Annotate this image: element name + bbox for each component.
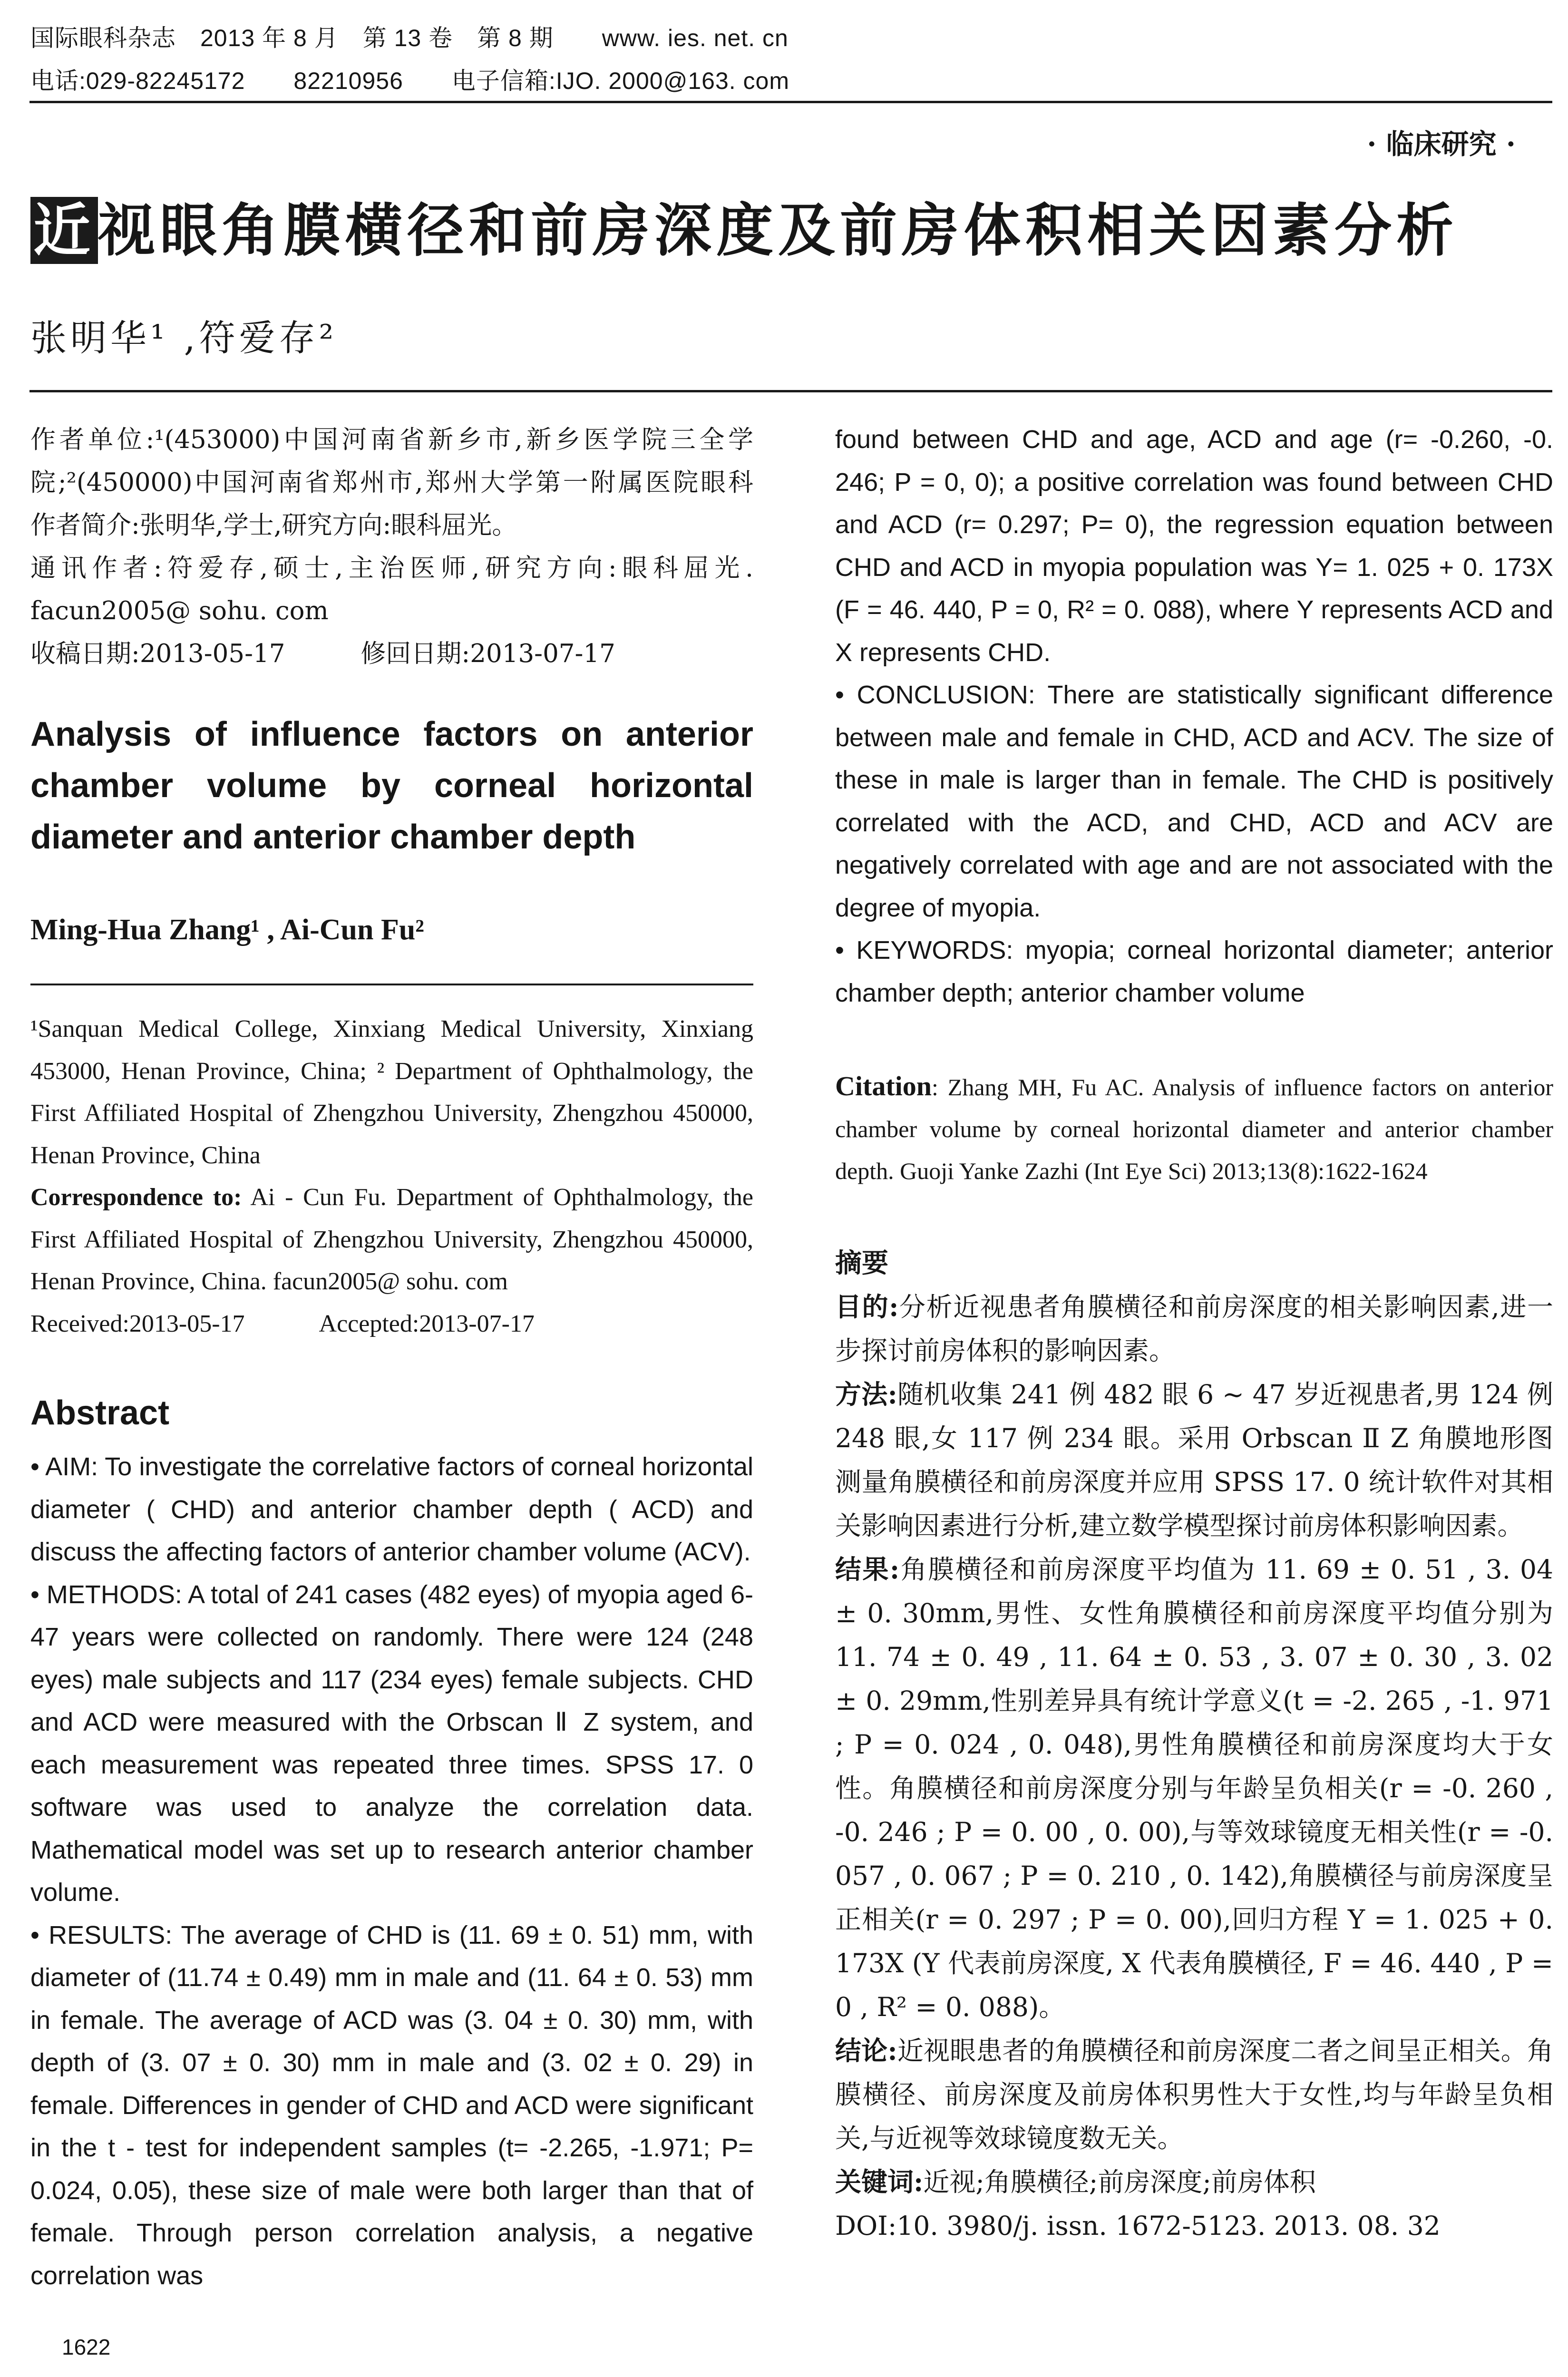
section-tag: · 临床研究 · xyxy=(1367,128,1516,160)
correspondence xyxy=(30,1177,753,1303)
journal-header-line1: 国际眼科杂志 2013 年 8 月 第 13 卷 第 8 期 www. ies. net. cn xyxy=(30,25,789,51)
keywords-text: 近视;角膜横径;前房深度;前房体积 xyxy=(923,2167,1316,2197)
citation-text: : Zhang MH, Fu AC. Analysis of influence factors on anterior chamber volume by corneal horizontal diameter and anterior chamber depth. Guoji Yanke Zazhi (Int Eye Sci) 2013;13(8):1622-1624 xyxy=(835,1074,1553,1184)
abstract-heading: Abstract xyxy=(30,1394,170,1432)
abstract-zh-aim xyxy=(835,1285,1553,1373)
abstract-left-block xyxy=(30,1446,753,2297)
received-en: Received:2013-05-17 Accepted:2013-07-17 xyxy=(30,1310,535,1337)
title-first-char: 近 xyxy=(30,197,98,264)
citation xyxy=(835,1065,1553,1192)
page-number: 1622 xyxy=(62,2335,111,2359)
aim-text: 分析近视患者角膜横径和前房深度的相关影响因素,进一步探讨前房体积的影响因素。 xyxy=(835,1292,1553,1366)
abstract-zh-results xyxy=(835,1548,1553,2029)
abstract-aim: • AIM: To investigate the correlative factors of corneal horizontal diameter ( CHD) and anterior chamber depth ( ACD) and discuss the affecting factors of anterior chamber volume (ACV). xyxy=(30,1452,753,1566)
methods-label: 方法: xyxy=(835,1379,897,1410)
abstract-zh-keywords xyxy=(835,2160,1553,2204)
methods-text: 随机收集 241 例 482 眼 6 ~ 47 岁近视患者,男 124 例 248 眼,女 117 例 234 眼。采用 Orbscan Ⅱ Z 角膜地形图测量角膜横径和前房深度并应用 SPSS 17. 0 统计软件对其相关影响因素进行分析,建立数学模型探讨前房体积影响因素。 xyxy=(835,1379,1553,1541)
corresponding-author: 通讯作者:符爱存,硕士,主治医师,研究方向:眼科屈光. xyxy=(30,554,753,583)
results-text: 角膜横径和前房深度平均值为 11. 69 ± 0. 51 , 3. 04 ± 0. 30mm,男性、女性角膜横径和前房深度平均值分别为 11. 74 ± 0. 49 , 11. 64 ± 0. 53 , 3. 07 ± 0. 30 , 3. 02 ± 0. 29mm,性别差异具有统计学意义(t = -2. 265 , -1. 971 ; P = 0. 024 , 0. 048),男性角膜横径和前房深度均大于女性。角膜横径和前房深度分别与年龄呈负相关(r = -0. 260 , -0. 246 ; P = 0. 00 , 0. 00),与等效球镜度无相关性(r = -0. 057 , 0. 067 ; P = 0. 210 , 0. 142),角膜横径与前房深度呈正相关(r = 0. 297 ; P = 0. 00),回归方程 Y = 1. 025 + 0. 173X (Y 代表前房深度, X 代表角膜横径, F = 46. 440 , P = 0 , R² = 0. 088)。 xyxy=(835,1554,1553,2022)
doi: DOI:10. 3980/j. issn. 1672-5123. 2013. 08. 32 xyxy=(835,2211,1441,2241)
affiliation-zh-line: 院;²(450000)中国河南省郑州市,郑州大学第一附属医院眼科 xyxy=(30,468,753,497)
title-en: Analysis of influence factors on anterior chamber volume by corneal horizontal diameter and anterior chamber depth xyxy=(30,715,753,856)
authors-en: Ming-Hua Zhang¹ , Ai-Cun Fu² xyxy=(30,914,424,946)
abstract-zh-block xyxy=(835,1241,1553,2248)
citation-block xyxy=(835,1065,1553,1192)
abstract-results-continued: found between CHD and age, ACD and age (r= -0.260, -0. 246; P = 0, 0); a positive correlation was found between CHD and ACD (r= 0.297; P= 0), the regression equation between CHD and ACD in myopia population was Y= 1. 025 + 0. 173X (F = 46. 440, P = 0, R² = 0. 088), where Y represents ACD and X represents CHD. xyxy=(835,425,1553,667)
affiliation-en-block xyxy=(30,1008,753,1345)
title-rest: 视眼角膜横径和前房深度及前房体积相关因素分析 xyxy=(98,197,1458,264)
results-label: 结果: xyxy=(835,1554,900,1585)
author-intro: 作者简介:张明华,学士,研究方向:眼科屈光。 xyxy=(30,511,517,540)
affiliation-zh-line: 作者单位:¹(453000)中国河南省新乡市,新乡医学院三全学 xyxy=(30,425,753,454)
abstract-methods: • METHODS: A total of 241 cases (482 eyes) of myopia aged 6-47 years were collected on randomly. There were 124 (248 eyes) male subjects and 117 (234 eyes) female subjects. CHD and ACD were measured with the Orbscan Ⅱ Z system, and each measurement was repeated three times. SPSS 17. 0 software was used to analyze the correlation data. Mathematical model was set up to research anterior chamber volume. xyxy=(30,1580,753,1907)
affiliation-en: ¹Sanquan Medical College, Xinxiang Medical University, Xinxiang 453000, Henan Province, China; ² Department of Ophthalmology, the First Affiliated Hospital of Zhengzhou University, Zhengzhou 450000, Henan Province, China xyxy=(30,1015,753,1169)
keywords-label: 关键词: xyxy=(835,2166,924,2197)
abstract-results: • RESULTS: The average of CHD is (11. 69 ± 0. 51) mm, with diameter of (11.74 ± 0.49) mm in male and (11. 64 ± 0. 53) mm in female. The average of ACD was (3. 04 ± 0. 30) mm, with depth of (3. 07 ± 0. 30) mm in male and (3. 02 ± 0. 29) in female. Differences in gender of CHD and ACD were significant in the t - test for independent samples (t= -2.265, -1.971; P= 0.024, 0.05), these size of male were both larger than that of female. Through person correlation analysis, a negative correlation was xyxy=(30,1920,753,2290)
citation-label: Citation xyxy=(835,1071,932,1101)
header-rule xyxy=(29,101,1552,103)
journal-header-line2: 电话:029-82245172 82210956 电子信箱:IJO. 2000@163. com xyxy=(30,68,789,94)
abstract-zh-methods xyxy=(835,1373,1553,1548)
abstract-zh-heading: 摘要 xyxy=(835,1247,888,1279)
correspondence-text: Ai - Cun Fu. Department of Ophthalmology, the First Affiliated Hospital of Zhengzhou University, Zhengzhou 450000, Henan Province, China. facun2005@ sohu. com xyxy=(30,1184,753,1295)
affiliation-zh-block xyxy=(30,419,753,675)
title-zh xyxy=(30,195,1458,266)
conclusion-label: 结论: xyxy=(835,2035,897,2066)
abstract-conclusion: • CONCLUSION: There are statistically significant difference between male and female in CHD, ACD and ACV. The size of these in male is larger than in female. The CHD is positively correlated with the ACD, and CHD, ACD and ACV are negatively correlated with age and are not associated with the degree of myopia. xyxy=(835,681,1553,922)
corresponding-email: facun2005@ sohu. com xyxy=(30,596,329,625)
abstract-zh-conclusion xyxy=(835,2029,1553,2160)
received-dates-zh: 收稿日期:2013-05-17 修回日期:2013-07-17 xyxy=(30,639,615,668)
abstract-right-block xyxy=(835,419,1553,1014)
title-rule xyxy=(29,390,1552,392)
authors-zh: 张明华¹ ,符爱存² xyxy=(30,317,338,359)
correspondence-label: Correspondence to: xyxy=(30,1184,242,1211)
conclusion-text: 近视眼患者的角膜横径和前房深度二者之间呈正相关。角膜横径、前房深度及前房体积男性大于女性,均与年龄呈负相关,与近视等效球镜度数无关。 xyxy=(835,2036,1553,2153)
abstract-keywords: • KEYWORDS: myopia; corneal horizontal diameter; anterior chamber depth; anterior chamber volume xyxy=(835,936,1553,1007)
author-rule xyxy=(30,984,753,985)
aim-label: 目的: xyxy=(835,1291,899,1322)
